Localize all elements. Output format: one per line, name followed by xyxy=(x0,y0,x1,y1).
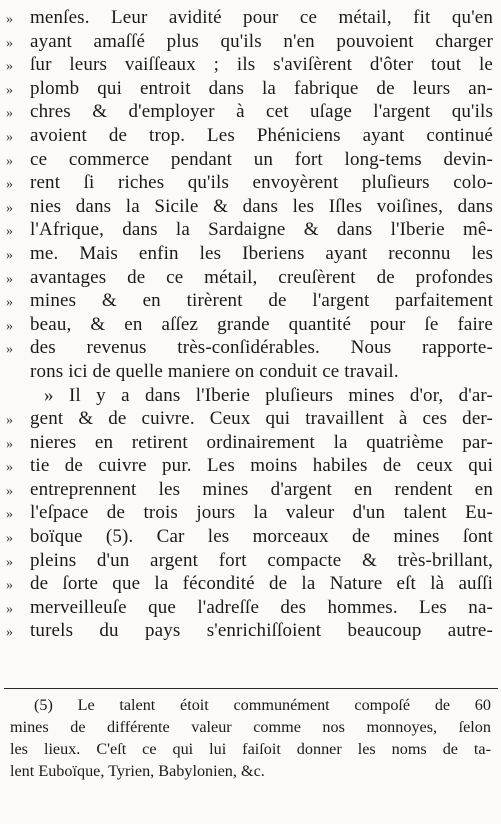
text-line xyxy=(0,148,501,172)
line-text: ayant amaſſé plus qu'ils n'en pouvoient charger xyxy=(30,30,493,52)
line-text: tie de cuivre pur. Les moins habiles de ceux qui xyxy=(30,455,493,477)
quote-marker: » xyxy=(6,507,14,523)
text-line xyxy=(0,77,501,101)
line-text: chres & d'employer à cet uſage l'argent qu'ils xyxy=(30,101,493,123)
quote-marker: » xyxy=(6,106,14,122)
line-text: l'eſpace de trois jours la valeur d'un talent Eu- xyxy=(30,502,493,524)
line-text: rons ici de quelle maniere on conduit ce travail. xyxy=(30,360,399,382)
line-text: turels du pays s'enrichiſſoient beaucoup autre- xyxy=(30,620,493,642)
text-line xyxy=(0,619,501,643)
quote-marker: » xyxy=(6,601,14,617)
quote-marker: » xyxy=(6,129,14,145)
text-line xyxy=(0,242,501,266)
text-line xyxy=(0,431,501,455)
quote-marker: » xyxy=(6,177,14,193)
line-text: de ſorte que la fécondité de la Nature eſt là auſſi xyxy=(30,573,493,595)
line-text: nieres en retirent ordinairement la quatrième par- xyxy=(30,431,493,453)
line-text: nies dans la Sicile & dans les Iſles voiſines, dans xyxy=(30,195,493,217)
quote-marker: » xyxy=(6,200,14,216)
quote-marker: » xyxy=(6,153,14,169)
quote-marker: » xyxy=(6,413,14,429)
text-line xyxy=(0,313,501,337)
quote-marker: » xyxy=(6,460,14,476)
text-line xyxy=(0,124,501,148)
text-line xyxy=(0,454,501,478)
quote-marker: » xyxy=(6,295,14,311)
footnote-line: les lieux. C'eſt ce qui lui faiſoit donner les noms de ta- xyxy=(10,740,491,758)
footnote-separator-rule xyxy=(4,688,498,689)
footnote-line: mines de différente valeur comme nos monnoyes, ſelon xyxy=(10,718,491,736)
text-line xyxy=(0,384,501,408)
text-line xyxy=(0,501,501,525)
line-text: me. Mais enfin les Iberiens ayant reconnu les xyxy=(30,242,493,264)
line-text: ſur leurs vaiſſeaux ; ils s'aviſèrent d'ôter tout le xyxy=(30,54,493,76)
line-text: avoient de trop. Les Phéniciens ayant continué xyxy=(30,124,493,146)
main-text-block xyxy=(0,6,501,643)
line-text: ce commerce pendant un fort long-tems devin- xyxy=(30,148,493,170)
quote-marker: » xyxy=(6,554,14,570)
text-line xyxy=(0,266,501,290)
text-line xyxy=(0,218,501,242)
text-line xyxy=(0,100,501,124)
quote-marker: » xyxy=(6,483,14,499)
text-line xyxy=(0,30,501,54)
line-text: boïque (5). Car les morceaux de mines ſont xyxy=(30,526,493,548)
quote-marker: » xyxy=(6,318,14,334)
line-text: avantages de ce métail, creuſèrent de profondes xyxy=(30,266,493,288)
quote-marker: » xyxy=(6,578,14,594)
quote-marker: » xyxy=(6,82,14,98)
quote-marker: » xyxy=(6,12,14,27)
text-line xyxy=(0,596,501,620)
footnote-line: lent Euboïque, Tyrien, Babylonien, &c. xyxy=(10,762,265,780)
quote-marker: » xyxy=(6,59,14,75)
line-text: mines & en tirèrent de l'argent parfaitement xyxy=(30,290,493,312)
text-line xyxy=(0,171,501,195)
text-line xyxy=(0,195,501,219)
text-line xyxy=(0,572,501,596)
text-line xyxy=(0,6,501,30)
quote-marker: » xyxy=(6,436,14,452)
text-line xyxy=(0,549,501,573)
line-text: entreprennent les mines d'argent en rendent en xyxy=(30,478,493,500)
line-text: gent & de cuivre. Ceux qui travaillent à ces der- xyxy=(30,408,493,430)
text-line xyxy=(0,289,501,313)
quote-marker: » xyxy=(6,342,14,358)
line-text: menſes. Leur avidité pour ce métail, fit qu'en xyxy=(30,7,493,28)
footnote-block xyxy=(0,694,501,782)
quote-marker: » xyxy=(6,271,14,287)
footnote-line: (5) Le talent étoit communément compoſé de 60 xyxy=(34,696,491,714)
quote-marker: » xyxy=(6,247,14,263)
line-text: plomb qui entroit dans la fabrique de leurs an- xyxy=(30,77,493,99)
text-line xyxy=(0,360,501,384)
line-text: rent ſi riches qu'ils envoyèrent pluſieurs colo- xyxy=(30,172,493,194)
line-text: beau, & en aſſez grande quantité pour ſe faire xyxy=(30,313,493,335)
line-text: pleins d'un argent fort compacte & très-brillant, xyxy=(30,549,493,571)
quote-marker: » xyxy=(6,625,14,641)
quote-marker: » xyxy=(6,531,14,547)
text-line xyxy=(0,525,501,549)
text-line xyxy=(0,336,501,360)
line-text: des revenus très-conſidérables. Nous rapporte- xyxy=(30,337,493,359)
quote-marker: » xyxy=(6,224,14,240)
text-line xyxy=(0,407,501,431)
line-text: l'Afrique, dans la Sardaigne & dans l'Iberie mê- xyxy=(30,219,493,241)
line-text: » Il y a dans l'Iberie pluſieurs mines d'or, d'ar- xyxy=(44,384,493,406)
line-text: merveilleuſe que l'adreſſe des hommes. Les na- xyxy=(30,596,493,618)
text-line xyxy=(0,53,501,77)
text-line xyxy=(0,478,501,502)
quote-marker: » xyxy=(6,35,14,51)
